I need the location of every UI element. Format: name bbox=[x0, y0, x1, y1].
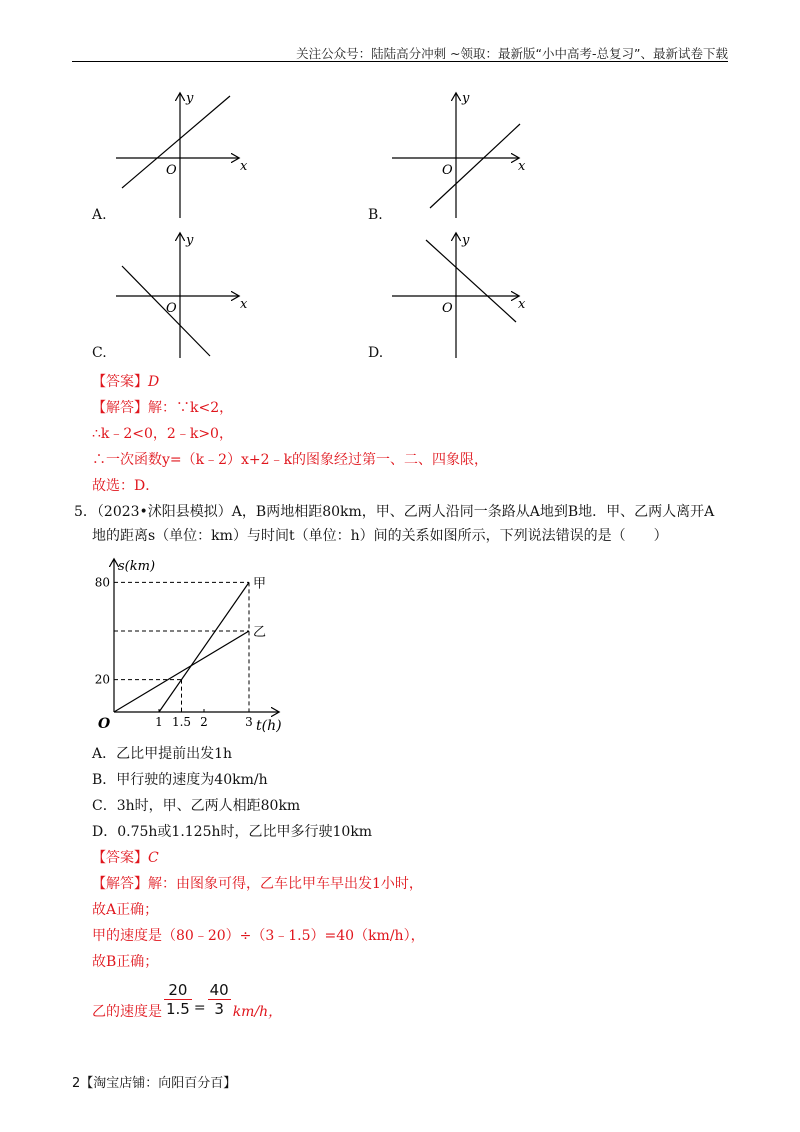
y-tick-label: 20 bbox=[94, 672, 110, 687]
speed-prefix: 乙的速度是 bbox=[92, 1004, 162, 1020]
svg-text:x: x bbox=[518, 297, 526, 312]
x-tick-label: 1.5 bbox=[171, 715, 192, 729]
svg-text:O: O bbox=[166, 163, 177, 178]
page-header: 关注公众号：陆陆高分冲刺 ~领取：最新版“小中高考-总复习”、最新试卷下载 bbox=[296, 46, 728, 61]
q4-solution-line2: ∴k﹣2<0，2﹣k>0， bbox=[92, 426, 233, 442]
q5-stem-line2: 地的距离s（单位：km）与时间t（单位：h）间的关系如图所示，下列说法错误的是（ ） bbox=[92, 528, 668, 544]
chart-xlabel: t(h) bbox=[256, 718, 282, 734]
q5-solution-line1 bbox=[92, 874, 423, 894]
fraction-denominator: 3 bbox=[214, 999, 224, 1018]
graph-b-label: B. bbox=[368, 207, 383, 223]
q5-option-a: A．乙比甲提前出发1h bbox=[92, 746, 233, 762]
q5-option-b: B．甲行驶的速度为40km/h bbox=[92, 772, 268, 788]
svg-text:y: y bbox=[462, 233, 470, 248]
fraction-20-over-1.5 bbox=[164, 981, 192, 1018]
x-tick-label: 3 bbox=[245, 715, 253, 729]
chart-ylabel: s(km) bbox=[118, 559, 156, 574]
fraction-denominator: 1.5 bbox=[166, 999, 190, 1018]
graph-c-svg bbox=[108, 228, 258, 368]
header-divider bbox=[72, 61, 728, 62]
fraction-40-over-3 bbox=[208, 981, 231, 1018]
graph-b-svg bbox=[384, 86, 534, 226]
svg-text:y: y bbox=[186, 233, 194, 248]
answer-value: C bbox=[148, 850, 159, 866]
graph-option-b bbox=[384, 86, 534, 226]
solution-text: 解：由图象可得，乙车比甲车早出发1小时， bbox=[148, 876, 423, 892]
q5-solution-line2: 故A正确； bbox=[92, 902, 159, 918]
fraction-numerator: 20 bbox=[164, 981, 192, 1000]
graph-option-a bbox=[108, 86, 258, 226]
svg-text:O: O bbox=[166, 301, 177, 316]
q4-answer-line bbox=[92, 372, 159, 392]
q4-solution-line1 bbox=[92, 398, 233, 418]
series-label-1: 乙 bbox=[253, 625, 267, 640]
distance-time-chart bbox=[86, 554, 286, 738]
answer-tag: 【答案】 bbox=[92, 374, 148, 390]
solution-text: 解：∵k<2， bbox=[148, 400, 234, 416]
y-tick-label: 80 bbox=[94, 575, 110, 590]
svg-text:O: O bbox=[442, 163, 453, 178]
q4-solution-line3: ∴一次函数y=（k﹣2）x+2﹣k的图象经过第一、二、四象限， bbox=[92, 452, 489, 468]
q5-option-d: D．0.75h或1.125h时，乙比甲多行驶10km bbox=[92, 824, 373, 840]
page-footer: 2【淘宝店铺：向阳百分百】 bbox=[72, 1076, 237, 1091]
q5-solution-line3: 甲的速度是（80﹣20）÷（3﹣1.5）=40（km/h）， bbox=[92, 928, 425, 944]
question-number: 5． bbox=[74, 504, 97, 520]
svg-text:y: y bbox=[186, 91, 194, 106]
series-line-0 bbox=[159, 582, 249, 712]
series-line-1 bbox=[114, 631, 249, 712]
graph-a-svg bbox=[108, 86, 258, 226]
graph-d-svg bbox=[384, 228, 534, 368]
q5-option-c: C．3h时，甲、乙两人相距80km bbox=[92, 798, 301, 814]
fraction-numerator: 40 bbox=[209, 980, 229, 999]
speed-suffix: km/h， bbox=[232, 1004, 283, 1020]
stem-text: （2023•沭阳县模拟）A，B两地相距80km，甲、乙两人沿同一条路从A地到B地．甲、乙两人离开A bbox=[96, 504, 715, 520]
graph-option-d bbox=[384, 228, 534, 368]
graph-option-c bbox=[108, 228, 258, 368]
svg-text:x: x bbox=[518, 159, 526, 174]
graph-d-line bbox=[426, 240, 516, 322]
graph-c-label: C. bbox=[92, 345, 107, 361]
q5-solution-line5 bbox=[92, 976, 282, 1022]
chart-origin: O bbox=[98, 716, 111, 732]
svg-text:x: x bbox=[240, 297, 248, 312]
q5-stem-line1 bbox=[74, 502, 714, 522]
x-tick-label: 1 bbox=[155, 715, 163, 729]
solution-tag: 【解答】 bbox=[92, 400, 148, 416]
q4-solution-line4: 故选：D． bbox=[92, 478, 160, 494]
equals-sign: = bbox=[193, 1000, 206, 1016]
graph-a-label: A. bbox=[92, 207, 107, 223]
svg-text:O: O bbox=[442, 301, 453, 316]
x-tick-label: 2 bbox=[200, 715, 208, 729]
answer-tag: 【答案】 bbox=[92, 850, 148, 866]
answer-value: D bbox=[148, 374, 160, 390]
solution-tag: 【解答】 bbox=[92, 876, 148, 892]
svg-text:y: y bbox=[462, 91, 470, 106]
svg-text:x: x bbox=[240, 159, 248, 174]
graph-d-label: D. bbox=[368, 345, 384, 361]
q5-answer-line bbox=[92, 848, 159, 868]
q5-chart bbox=[86, 554, 286, 738]
q5-solution-line4: 故B正确； bbox=[92, 954, 159, 970]
series-label-0: 甲 bbox=[253, 576, 267, 592]
